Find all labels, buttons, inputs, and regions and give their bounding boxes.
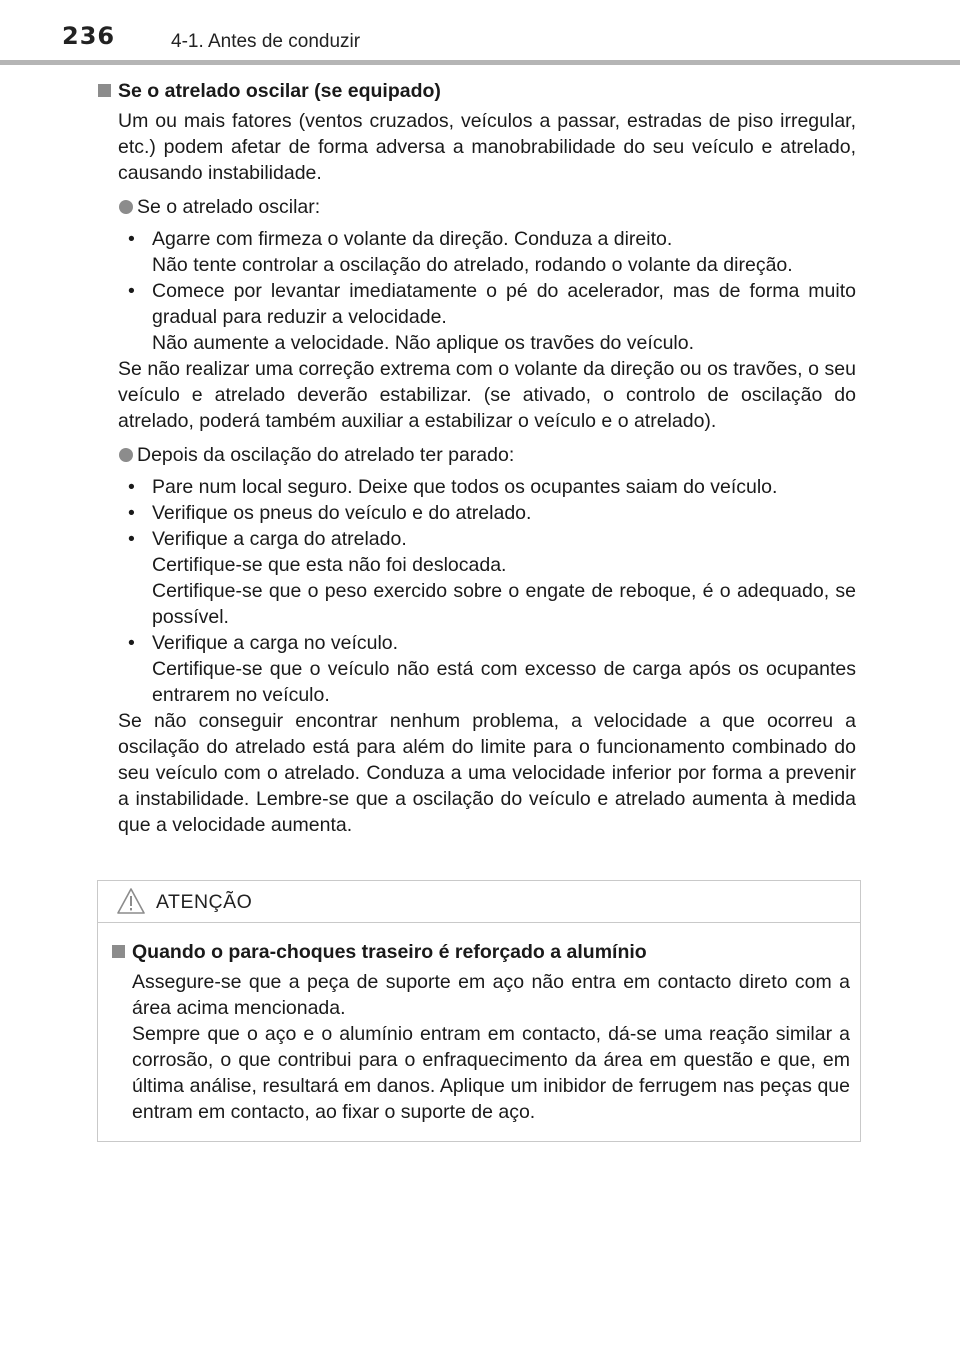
- list-item-line: Não tente controlar a oscilação do atrelado, rodando o volante da direção.: [152, 254, 793, 276]
- list-item: [96, 630, 856, 708]
- list-item-line: Não aumente a velocidade. Não aplique os travões do veículo.: [152, 332, 695, 354]
- square-bullet-icon: [112, 945, 125, 958]
- bullet-dot: •: [128, 228, 135, 250]
- section-title: 4-1. Antes de conduzir: [171, 31, 361, 52]
- list-item-line: Certifique-se que o veículo não está com excesso de carga após os ocupantes entrarem no veículo.: [152, 658, 856, 706]
- bullet-dot: •: [128, 528, 135, 550]
- bullet-list-1: [96, 226, 856, 356]
- list-item-line: Verifique os pneus do veículo e do atrelado.: [152, 502, 532, 524]
- list-item: [96, 526, 856, 630]
- sub-heading-1-text: Se o atrelado oscilar:: [137, 196, 321, 218]
- warning-body: [110, 939, 850, 1125]
- circle-bullet-icon: [119, 448, 133, 462]
- after-paragraph-2: Se não conseguir encontrar nenhum problema, a velocidade a que ocorreu a oscilação do atrelado está para além do limite para o funcionamento combinado do seu veículo com o atrelado. Conduza a uma velocidade inferior por forma a prevenir a instabilidade. Lembre-se que a oscilação do veículo e atrelado aumenta à medida que a velocidade aumenta.: [118, 710, 856, 836]
- list-item: [96, 226, 856, 278]
- warning-triangle-icon: [116, 887, 146, 920]
- circle-bullet-icon: [119, 200, 133, 214]
- main-content: [96, 78, 856, 838]
- section-heading-text: Se o atrelado oscilar (se equipado): [118, 80, 441, 102]
- bullet-list-2: [96, 474, 856, 708]
- bullet-dot: •: [128, 280, 135, 302]
- bullet-dot: •: [128, 476, 135, 498]
- bullet-dot: •: [128, 632, 135, 654]
- square-bullet-icon: [98, 84, 111, 97]
- warning-box: [97, 880, 861, 1142]
- warning-paragraph: Sempre que o aço e o alumínio entram em contacto, dá-se uma reação similar a corrosão, o que contribui para o enfraquecimento da área em questão e que, em última análise, resultará em danos. Aplique um inibidor de ferrugem nas peças que entram em contacto, ao fixar o suporte de aço.: [132, 1023, 850, 1123]
- sub-heading-2-text: Depois da oscilação do atrelado ter parado:: [137, 444, 515, 466]
- intro-paragraph: Um ou mais fatores (ventos cruzados, veículos a passar, estradas de piso irregular, etc.) podem afetar de forma adversa a manobrabilidade do seu veículo e atrelado, causando instabilidade.: [118, 110, 856, 184]
- list-item-line: Verifique a carga no veículo.: [152, 632, 399, 654]
- header-rule: [0, 60, 960, 65]
- section-heading: [96, 78, 856, 104]
- warning-paragraph: Assegure-se que a peça de suporte em aço não entra em contacto direto com a área acima mencionada.: [132, 971, 850, 1019]
- warning-header: [98, 881, 860, 923]
- list-item: [96, 278, 856, 356]
- sub-heading-2: [96, 442, 856, 468]
- after-paragraph-1: Se não realizar uma correção extrema com o volante da direção ou os travões, o seu veículo e atrelado deverão estabilizar. (se ativado, o controlo de oscilação do atrelado, poderá também auxiliar a estabilizar o veículo e o atrelado).: [118, 358, 856, 432]
- sub-heading-1: [96, 194, 856, 220]
- list-item-line: Pare num local seguro. Deixe que todos os ocupantes saiam do veículo.: [152, 476, 778, 498]
- bullet-dot: •: [128, 502, 135, 524]
- list-item-line: Comece por levantar imediatamente o pé do acelerador, mas de forma muito gradual para reduzir a velocidade.: [152, 280, 856, 328]
- page-header: [0, 0, 960, 52]
- page-number: 236: [62, 22, 116, 50]
- list-item: [96, 500, 856, 526]
- warning-heading-text: Quando o para-choques traseiro é reforçado a alumínio: [132, 941, 647, 963]
- list-item-line: Agarre com firmeza o volante da direção. Conduza a direito.: [152, 228, 673, 250]
- list-item-line: Certifique-se que esta não foi deslocada.: [152, 554, 507, 576]
- list-item-line: Certifique-se que o peso exercido sobre o engate de reboque, é o adequado, se possível.: [152, 580, 856, 628]
- list-item: [96, 474, 856, 500]
- warning-title: ATENÇÃO: [156, 891, 253, 913]
- list-item-line: Verifique a carga do atrelado.: [152, 528, 407, 550]
- warning-heading: [110, 939, 850, 965]
